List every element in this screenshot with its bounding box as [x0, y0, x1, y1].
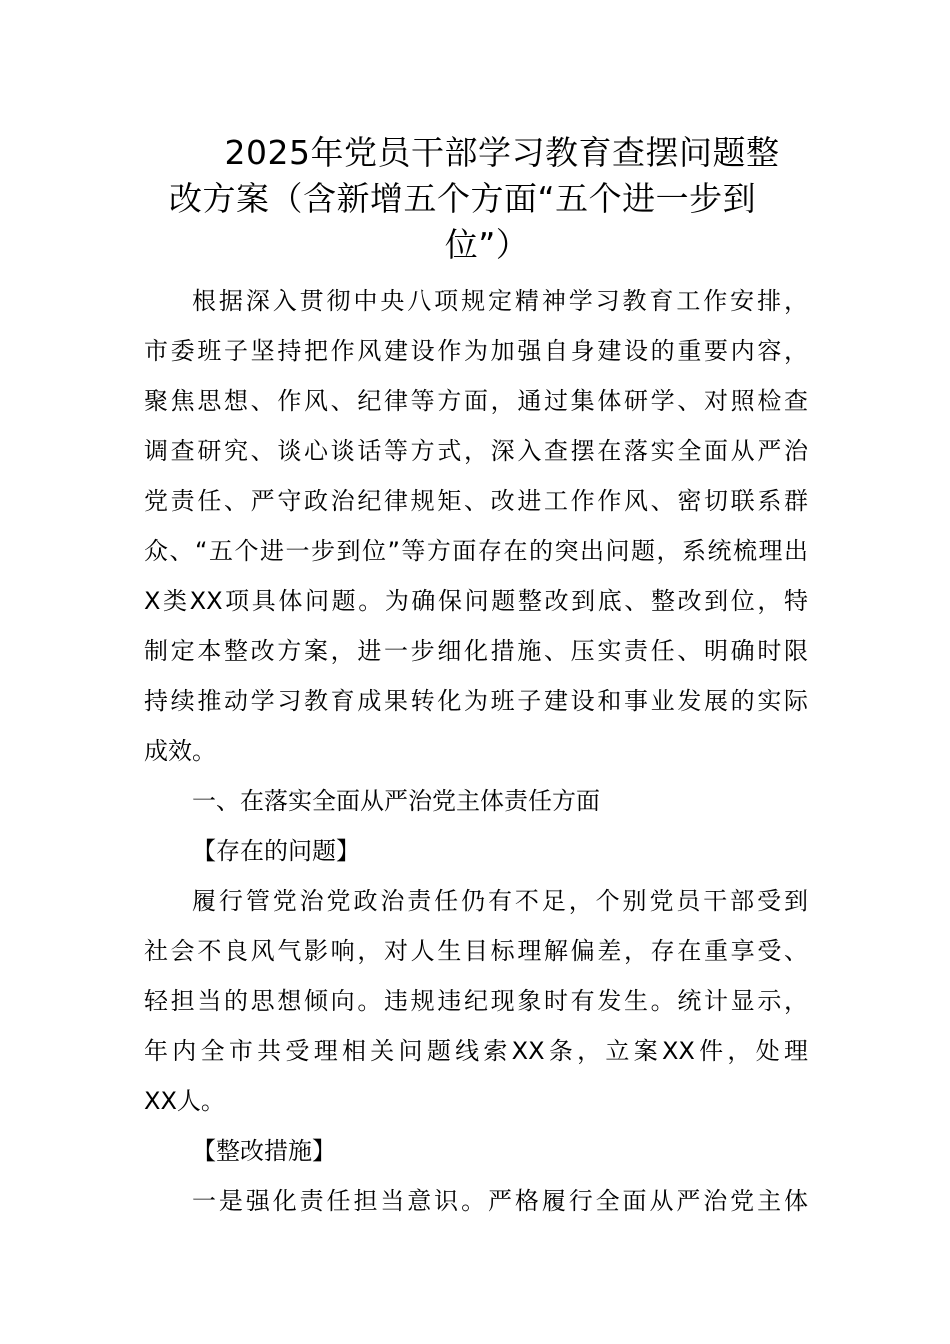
title-line-2: 改方案（含新增五个方面“五个进一步到	[169, 179, 757, 218]
document-title	[140, 130, 820, 268]
intro-line: 聚焦思想、作风、纪律等方面，通过集体研学、对照检查	[144, 387, 808, 415]
intro-line: 根据深入贯彻中央八项规定精神学习教育工作安排，	[192, 287, 808, 315]
intro-line: X类XX项具体问题。为确保问题整改到底、整改到位，特	[144, 587, 808, 615]
section-heading: 一、在落实全面从严治党主体责任方面	[192, 787, 600, 815]
measure-line: 一是强化责任担当意识。严格履行全面从严治党主体	[192, 1187, 808, 1215]
problem-line: 履行管党治党政治责任仍有不足，个别党员干部受到	[192, 887, 808, 915]
intro-line: 成效。	[144, 737, 216, 765]
title-line-3: 位”）	[444, 225, 530, 264]
problem-line: 年内全市共受理相关问题线索XX条，立案XX件，处理	[144, 1037, 808, 1065]
intro-line: 持续推动学习教育成果转化为班子建设和事业发展的实际	[144, 687, 808, 715]
measures-label: 【整改措施】	[192, 1137, 336, 1165]
intro-line: 党责任、严守政治纪律规矩、改进工作作风、密切联系群	[144, 487, 808, 515]
intro-line: 调查研究、谈心谈话等方式，深入查摆在落实全面从严治	[144, 437, 808, 465]
intro-line: 众、“五个进一步到位”等方面存在的突出问题，系统梳理出	[144, 537, 808, 565]
problem-line: XX人。	[144, 1087, 225, 1115]
intro-line: 制定本整改方案，进一步细化措施、压实责任、明确时限	[144, 637, 808, 665]
problem-line: 社会不良风气影响，对人生目标理解偏差，存在重享受、	[144, 937, 808, 965]
intro-line: 市委班子坚持把作风建设作为加强自身建设的重要内容，	[144, 337, 808, 365]
problem-line: 轻担当的思想倾向。违规违纪现象时有发生。统计显示，	[144, 987, 808, 1015]
document-body	[144, 276, 808, 1226]
problems-label: 【存在的问题】	[192, 837, 360, 865]
title-line-1: 2025年党员干部学习教育查摆问题整	[224, 133, 780, 172]
